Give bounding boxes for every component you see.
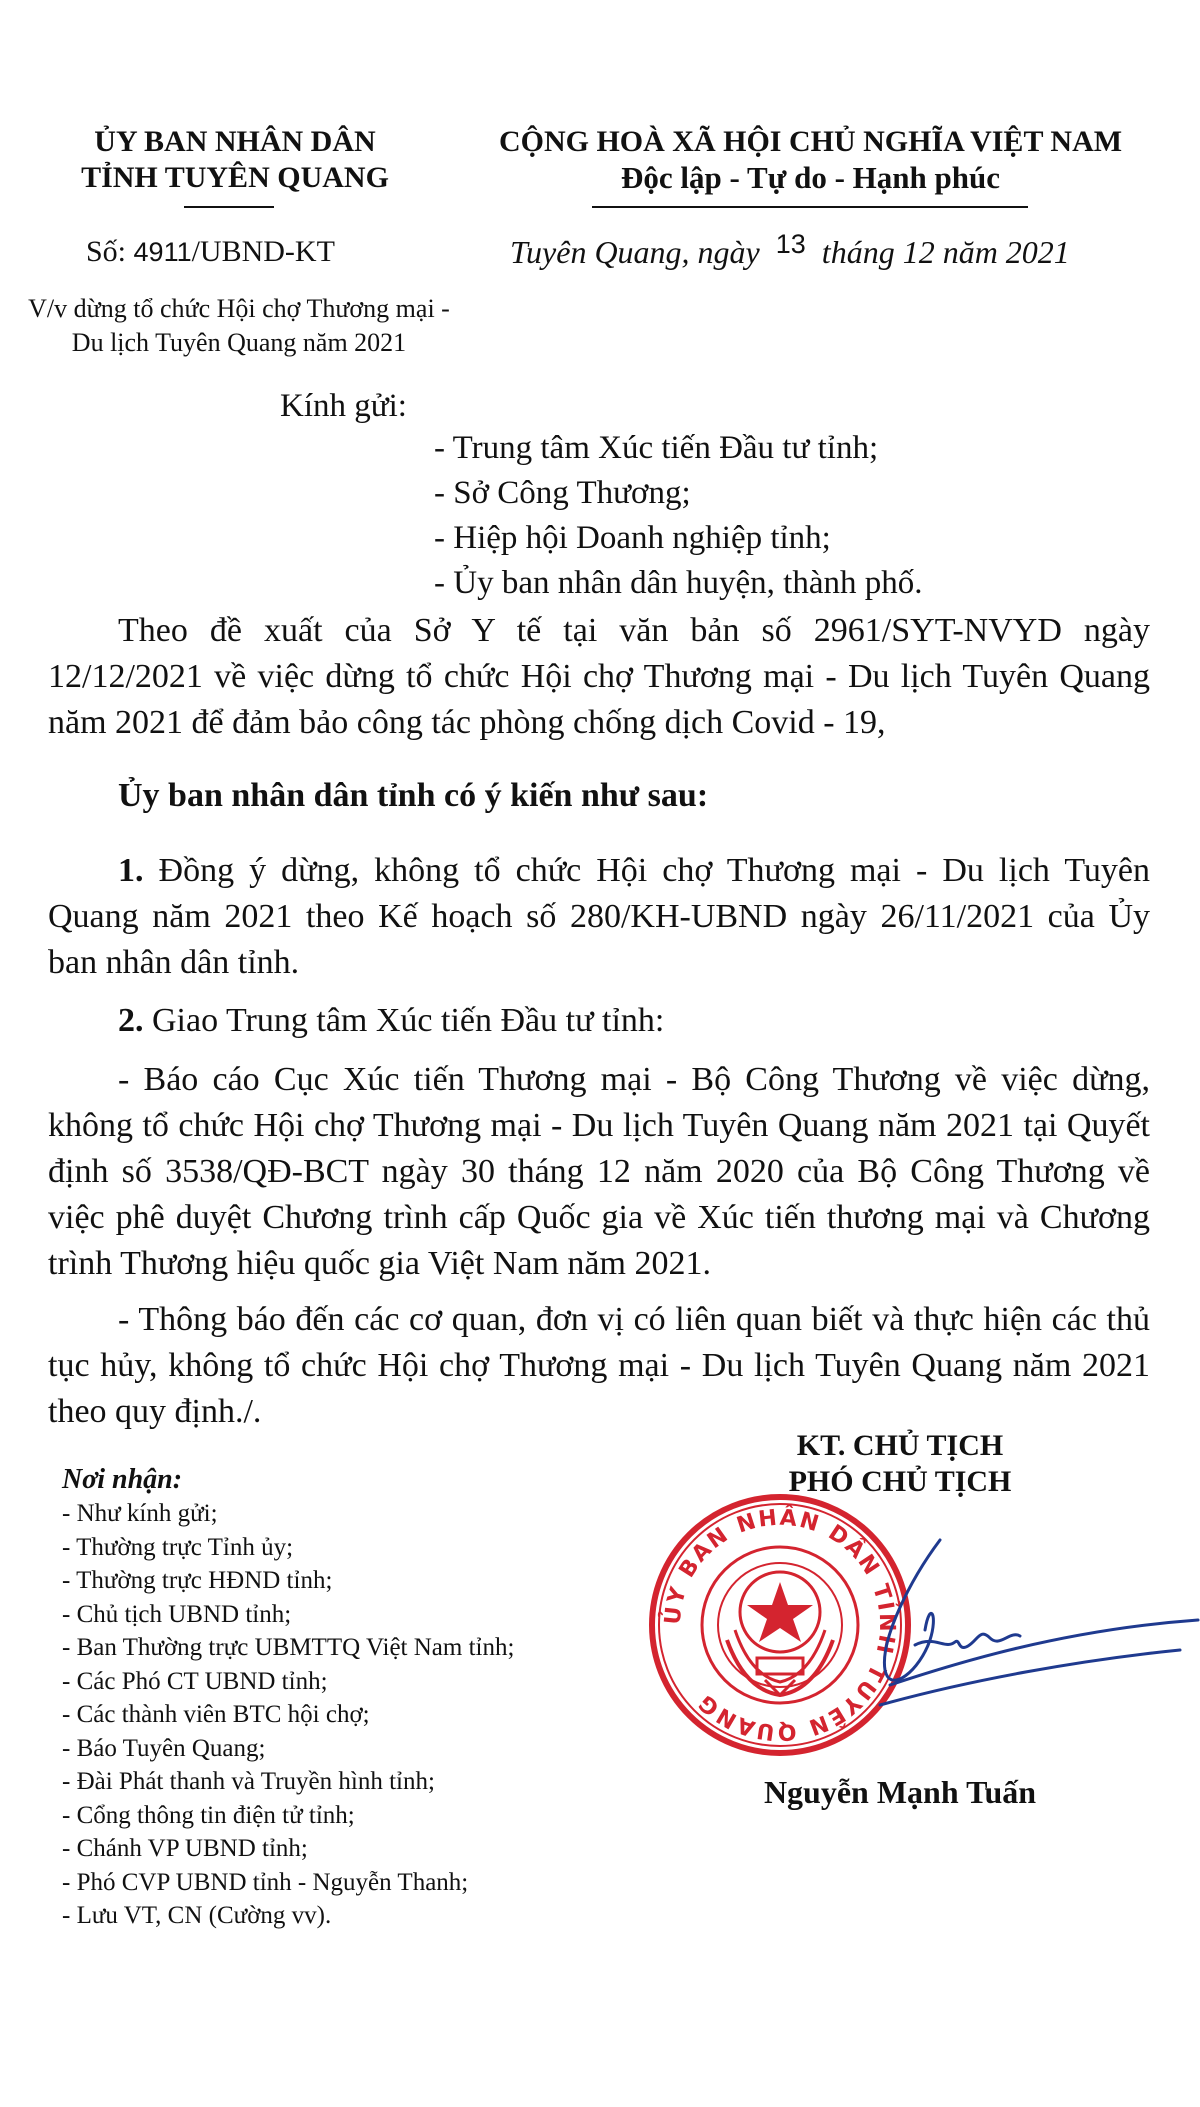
nation-line-1: CỘNG HOÀ XÃ HỘI CHỦ NGHĨA VIỆT NAM [498,125,1123,158]
recipient-item: - Cổng thông tin điện tử tỉnh; [62,1801,355,1829]
item-1: 1. Đồng ý dừng, không tổ chức Hội chợ Thương mại - Du lịch Tuyên Quang năm 2021 theo Kế hoạch số 280/KH-UBND ngày 26/11/2021 của Ủy ban nhân dân tỉnh. [48,852,1150,981]
recipient-item: - Ban Thường trực UBMTTQ Việt Nam tỉnh; [62,1634,515,1661]
date-day: 13 [775,229,806,259]
agency-line-1: ỦY BAN NHÂN DÂN [94,125,376,158]
item-2-sub-2: - Thông báo đến các cơ quan, đơn vị có liên quan biết và thực hiện các thủ tục hủy, không tổ chức Hội chợ Thương mại - Du lịch Tuyên Quang năm 2021 theo quy định./. [48,1301,1150,1430]
item-1-number: 1. [118,852,144,889]
recipient-item: - Như kính gửi; [62,1500,218,1527]
intro-paragraph: Theo đề xuất của Sở Y tế tại văn bản số 2961/SYT-NVYD ngày 12/12/2021 về việc dừng tổ chức Hội chợ Thương mại - Du lịch Tuyên Quang năm 2021 để đảm bảo công tác phòng chống dịch Covid - 19, [48,612,1150,741]
agency-block [70,124,400,196]
nation-block [468,124,1153,196]
opinion-heading: Ủy ban nhân dân tỉnh có ý kiến như sau: [118,777,709,814]
signer-name: Nguyễn Mạnh Tuấn [763,1774,1037,1810]
recipient-item: - Đài Phát thanh và Truyền hình tỉnh; [62,1768,435,1795]
signature-title-1: KT. CHỦ TỊCH [796,1429,1004,1462]
subject-line-2: Du lịch Tuyên Quang năm 2021 [71,328,407,357]
recipient-item: - Chánh VP UBND tỉnh; [62,1835,308,1862]
agency-line-2: TỈNH TUYÊN QUANG [81,161,389,194]
item-2: 2. Giao Trung tâm Xúc tiến Đầu tư tỉnh: [118,1002,665,1039]
subject-block [0,292,478,360]
recipient-item: - Thường trực Tỉnh ủy; [62,1533,294,1561]
recipient-item: - Báo Tuyên Quang; [62,1734,266,1762]
doc-number-value: 4911 [133,237,192,267]
item-2-number: 2. [118,1002,144,1039]
signature-title-2: PHÓ CHỦ TỊCH [788,1465,1012,1498]
recipient-item: - Chủ tịch UBND tỉnh; [62,1600,292,1628]
recipient-item: - Các Phó CT UBND tỉnh; [62,1667,328,1695]
addressee-item: - Sở Công Thương; [434,475,691,511]
addressee-list [434,426,922,606]
recipient-item: - Các thành viên BTC hội chợ; [62,1701,370,1728]
item-2-sub-1: - Báo cáo Cục Xúc tiến Thương mại - Bộ Công Thương về việc dừng, không tổ chức Hội chợ Thương mại - Du lịch Tuyên Quang năm 2021 tại Quyết định số 3538/QĐ-BCT ngày 30 tháng 12 năm 2020 của Bộ Công Thương về việc phê duyệt Chương trình cấp Quốc gia về Xúc tiến thương mại và Chương trình Thương hiệu quốc gia Việt Nam năm 2021. [48,1061,1150,1282]
recipients-block [62,1463,514,1933]
seal-text: ỦY BAN NHÂN DÂN TỈNH TUYÊN QUANG [660,1505,900,1745]
recipient-item: - Phó CVP UBND tỉnh - Nguyễn Thanh; [62,1868,469,1896]
nation-underline [592,206,1028,208]
handwritten-signature-icon [820,1520,1200,1740]
addressee-item: - Hiệp hội Doanh nghiệp tỉnh; [434,520,831,556]
addressee-item: - Trung tâm Xúc tiến Đầu tư tỉnh; [434,430,879,466]
salutation: Kính gửi: [280,388,407,424]
subject-line-1: V/v dừng tổ chức Hội chợ Thương mại - [28,294,450,323]
doc-number: Số: 4911/UBND-KT [86,235,335,268]
addressee-item: - Ủy ban nhân dân huyện, thành phố. [434,565,923,601]
recipient-item: - Lưu VT, CN (Cường vv). [62,1902,332,1929]
recipients-title: Nơi nhận: [62,1464,183,1495]
nation-line-2: Độc lập - Tự do - Hạnh phúc [621,160,1000,195]
recipient-item: - Thường trực HĐND tỉnh; [62,1567,333,1594]
agency-underline [184,206,274,208]
place-date: Tuyên Quang, ngày $^{13}$ tháng 12 năm 2021 [510,229,1070,270]
